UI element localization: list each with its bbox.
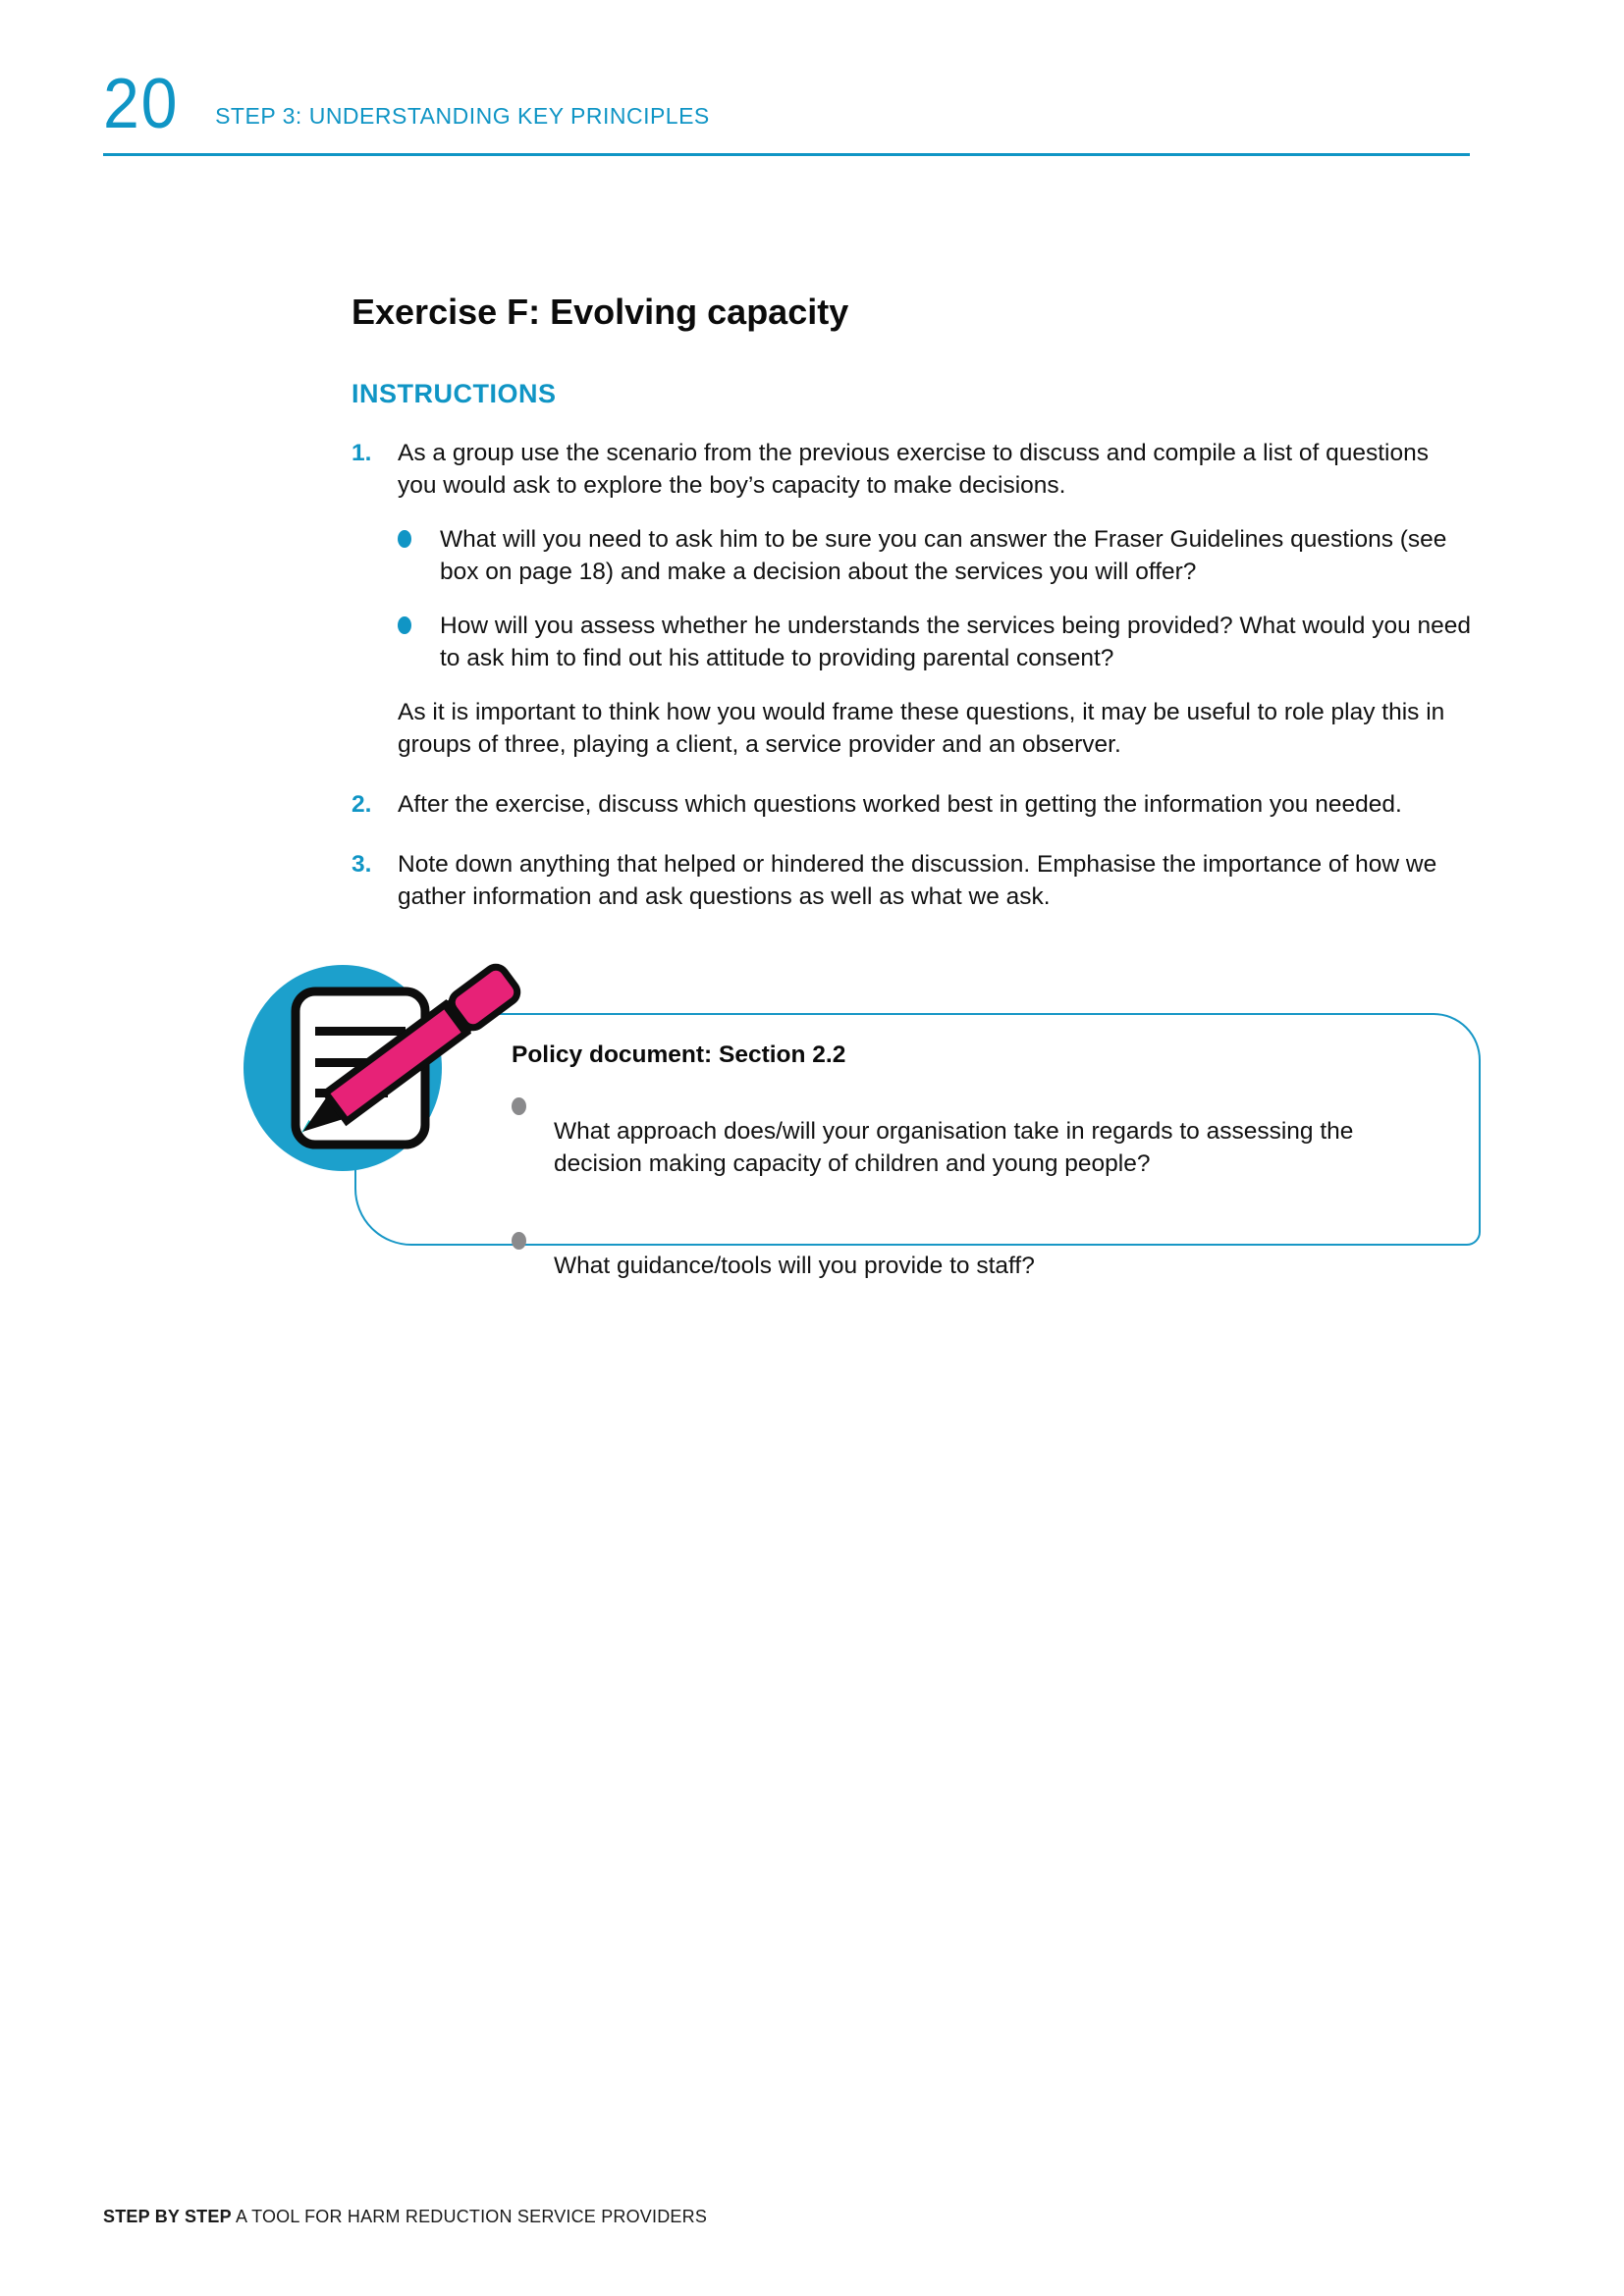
step-3-number: 3.: [352, 851, 372, 878]
footer-tagline: A TOOL FOR HARM REDUCTION SERVICE PROVIDERS: [231, 2207, 708, 2226]
step-1-note: As it is important to think how you would frame these questions, it may be useful to role play this in groups of three, playing a client, a service provider and an observer.: [398, 699, 1445, 758]
page-header: [103, 65, 710, 143]
instructions-heading: INSTRUCTIONS: [352, 379, 557, 408]
step-2-number: 2.: [352, 791, 372, 818]
callout-heading: Policy document: Section 2.2: [512, 1041, 846, 1068]
section-title: STEP 3: UNDERSTANDING KEY PRINCIPLES: [215, 103, 710, 129]
bullet-text: How will you assess whether he understands the services being provided? What would you need to ask him to find out his attitude to providing parental consent?: [440, 613, 1472, 671]
step-3-text: Note down anything that helped or hindered the discussion. Emphasise the importance of how we gather information and ask questions as well as what we ask.: [398, 851, 1437, 910]
main-content: [352, 292, 1471, 913]
list-item: [512, 1091, 1439, 1203]
bullet-text: What approach does/will your organisation take in regards to assessing the decision making capacity of children and young people?: [554, 1117, 1354, 1177]
step-2-text: After the exercise, discuss which questions worked best in getting the information you needed.: [398, 791, 1402, 818]
header-divider: [103, 153, 1470, 156]
callout-bullet-list: [512, 1091, 1439, 1306]
step-1-bullet-list: [398, 523, 1471, 674]
step-1-text: As a group use the scenario from the previous exercise to discuss and compile a list of questions you would ask to explore the boy’s capacity to make decisions.: [398, 440, 1429, 499]
list-item: [512, 1225, 1439, 1306]
footer-brand: STEP BY STEP: [103, 2207, 232, 2226]
bullet-icon: [398, 530, 411, 548]
list-item: [398, 610, 1471, 674]
step-1-body: [398, 437, 1471, 761]
step-3-body: [398, 848, 1471, 913]
step-3: [352, 848, 1471, 913]
bullet-text: What will you need to ask him to be sure you can answer the Fraser Guidelines questions (see box on page 18) and make a decision about the services you will offer?: [440, 526, 1447, 585]
list-item: [398, 523, 1471, 588]
page-title: Exercise F: Evolving capacity: [352, 292, 849, 332]
bullet-icon: [512, 1232, 526, 1250]
step-2: [352, 788, 1471, 821]
step-1-number: 1.: [352, 440, 372, 466]
page-footer: [103, 2207, 707, 2227]
notepad-and-pen-icon: [241, 960, 527, 1198]
bullet-icon: [398, 616, 411, 634]
instruction-steps: [352, 437, 1471, 913]
page-number: 20: [103, 65, 180, 143]
step-2-body: [398, 788, 1471, 821]
step-1: [352, 437, 1471, 761]
bullet-text: What guidance/tools will you provide to staff?: [554, 1252, 1035, 1279]
